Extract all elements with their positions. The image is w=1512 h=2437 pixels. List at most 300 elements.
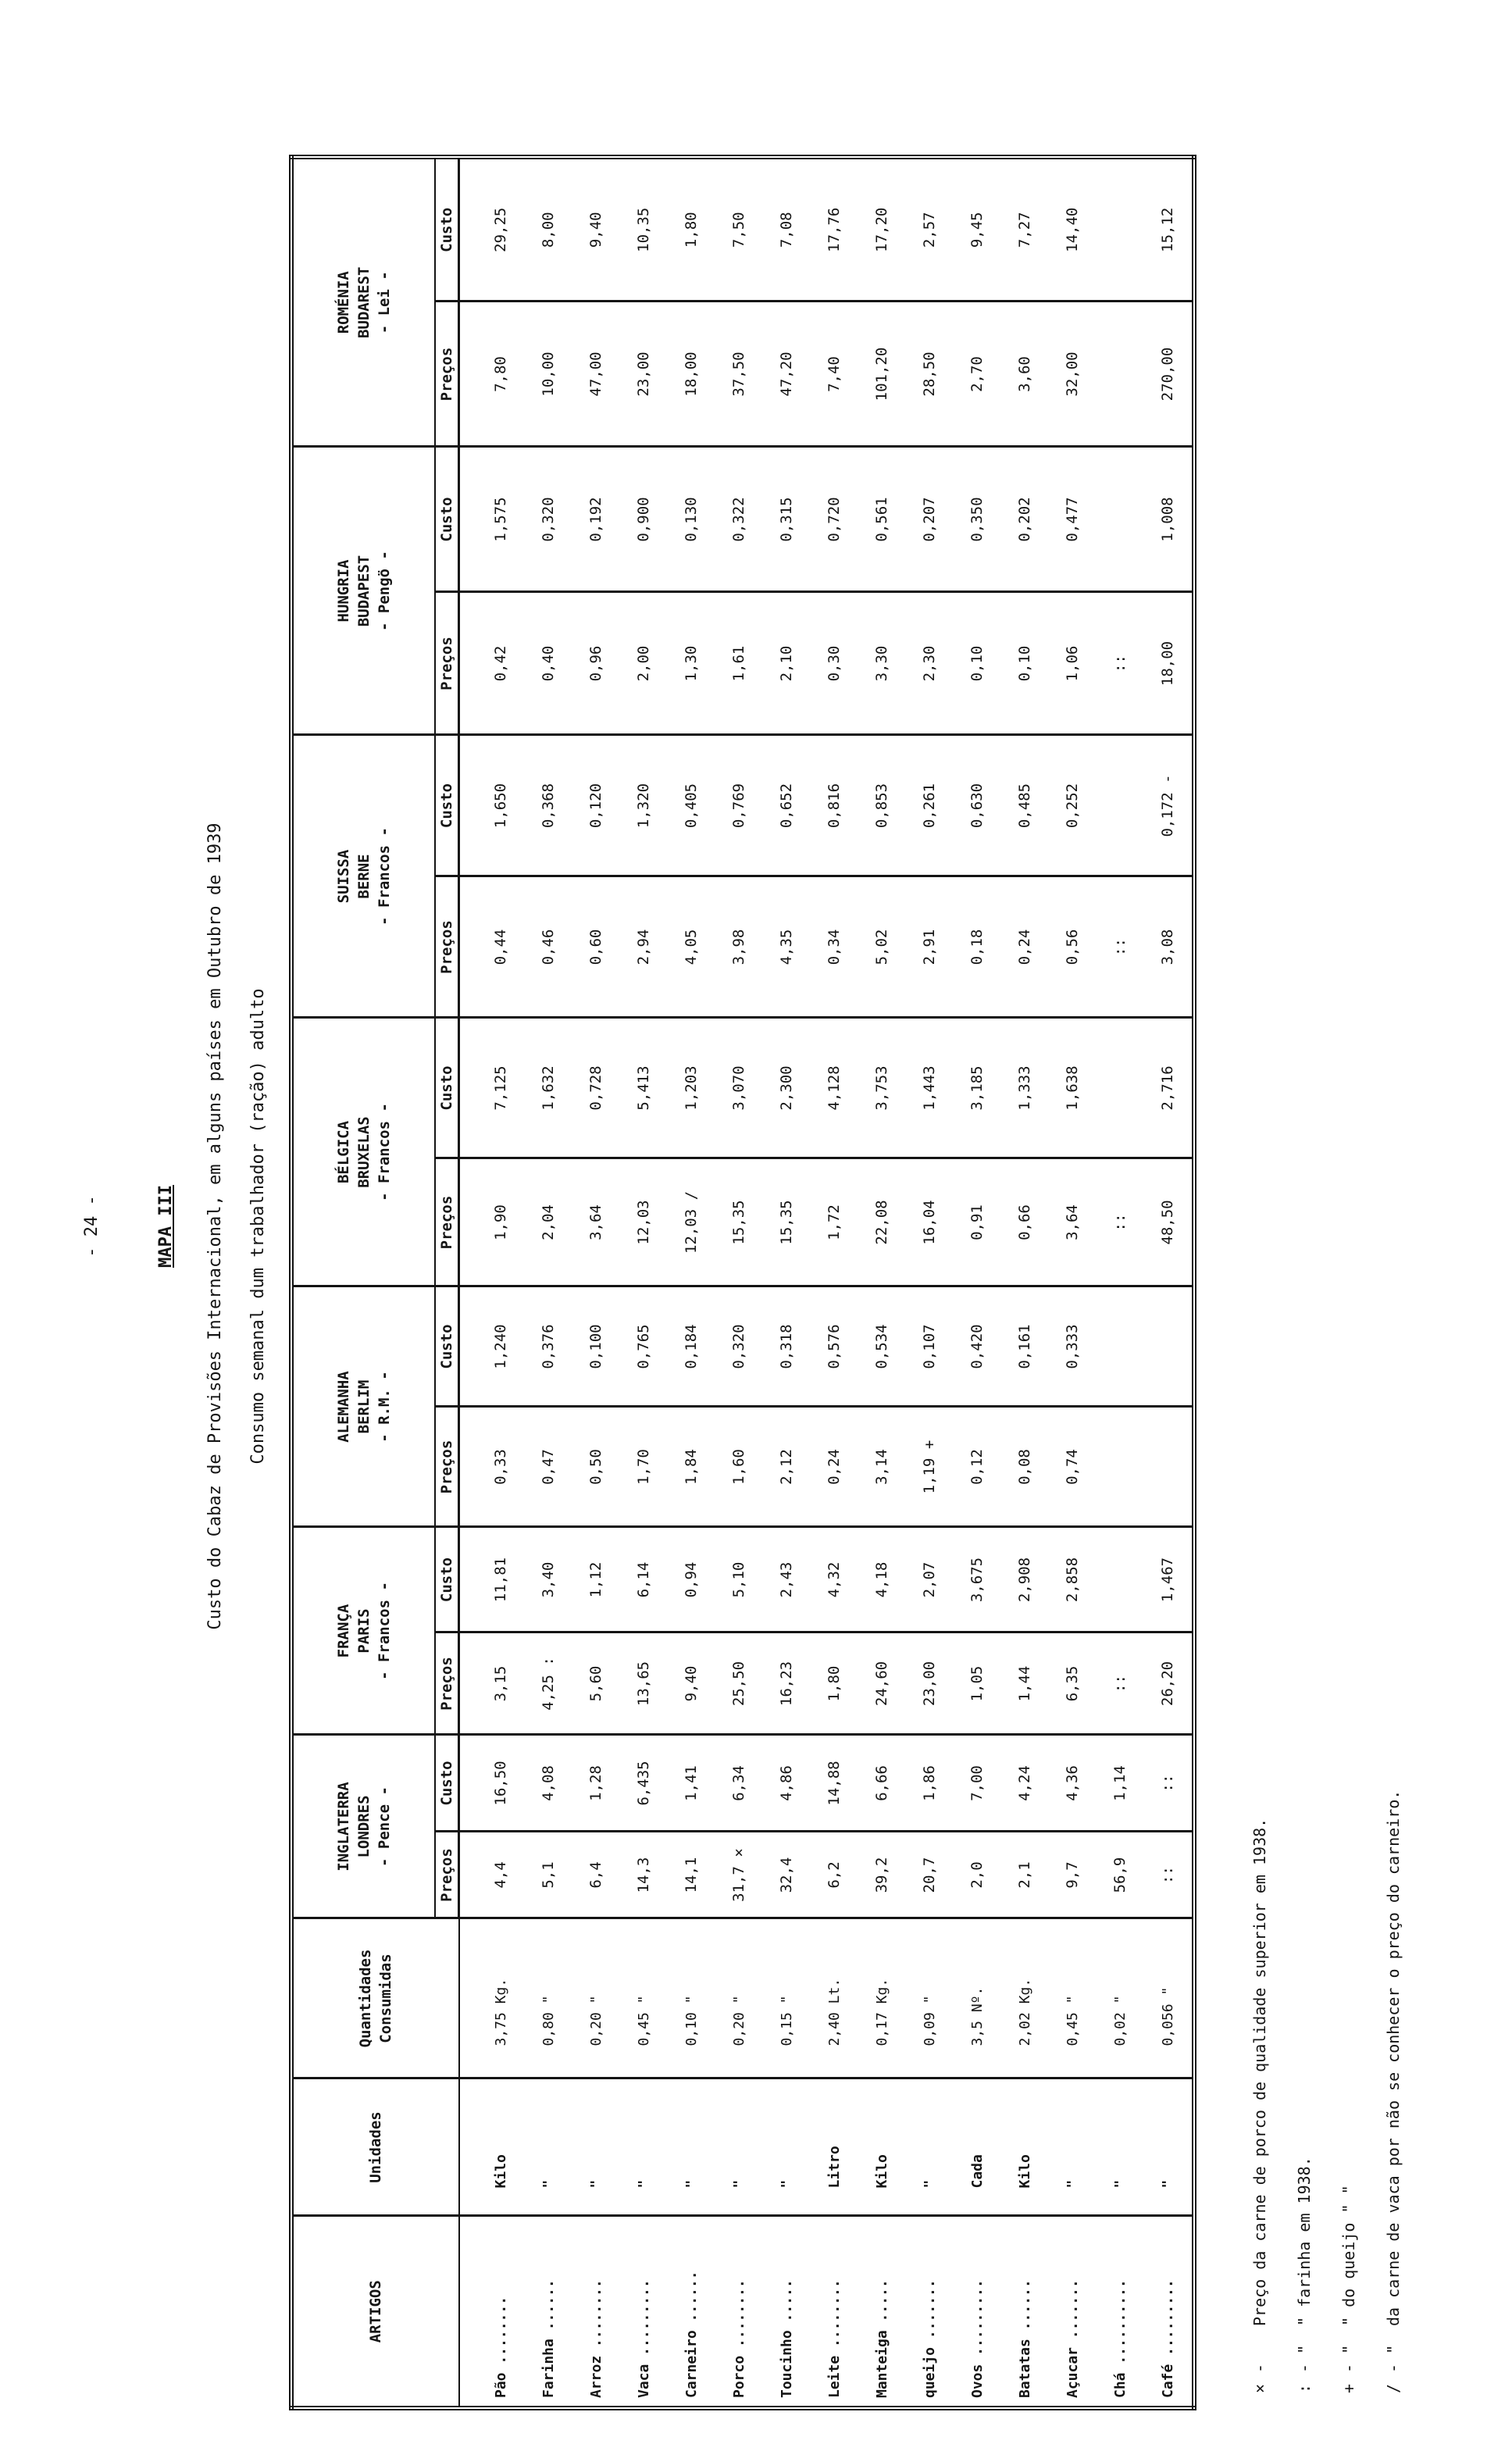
table-subtitle: Custo do Cabaz de Provisões Internacional, em alguns países em Outubro de 1939 (205, 822, 225, 1630)
preco-cell: 2,10 (763, 592, 811, 735)
table-row (1144, 157, 1194, 2408)
custo-cell: 2,908 (1001, 1527, 1049, 1632)
custo-cell (1097, 1018, 1144, 1158)
custo-cell: 0,94 (668, 1527, 715, 1632)
custo-cell: 0,769 (715, 735, 763, 876)
country-header (291, 1527, 435, 1735)
footnotes (1238, 909, 1416, 2393)
preco-cell: 0,74 (1049, 1407, 1097, 1527)
artigo-cell: Açucar ....... (1049, 2216, 1097, 2408)
preco-cell: 32,4 (763, 1832, 811, 1918)
custo-cell: 2,716 (1144, 1018, 1194, 1158)
preco-cell: :: (1097, 1632, 1144, 1735)
country-city: BUDAREST (355, 266, 373, 339)
quantidade-cell: 0,09 " (906, 1918, 954, 2078)
custo-cell: 1,240 (459, 1286, 526, 1407)
footnote-mark: - " (1384, 2344, 1403, 2373)
preco-cell: 3,64 (572, 1158, 620, 1286)
preco-cell: 16,04 (906, 1158, 954, 1286)
custo-cell: 0,315 (763, 447, 811, 592)
unidade-cell: " (525, 2078, 572, 2216)
preco-cell: 2,30 (906, 592, 954, 735)
country-city: LONDRES (355, 1795, 373, 1858)
preco-cell: 0,10 (1001, 592, 1049, 735)
preco-cell: 6,2 (811, 1832, 858, 1918)
custo-cell: 14,40 (1049, 157, 1097, 302)
custo-cell: 0,161 (1001, 1286, 1049, 1407)
footnote-symbol: × (1250, 2383, 1269, 2393)
custo-cell: 0,576 (811, 1286, 858, 1407)
preco-cell: 3,15 (459, 1632, 526, 1735)
preco-cell: 2,70 (954, 302, 1001, 447)
quantidade-cell: 3,75 Kg. (459, 1918, 526, 2078)
preco-cell: 1,72 (811, 1158, 858, 1286)
preco-cell: 0,18 (954, 876, 1001, 1018)
custo-cell: 3,675 (954, 1527, 1001, 1632)
preco-cell: 2,1 (1001, 1832, 1049, 1918)
custo-cell: 3,185 (954, 1018, 1001, 1158)
custo-cell: 0,252 (1049, 735, 1097, 876)
custo-cell: 0,630 (954, 735, 1001, 876)
quantidade-cell: 2,40 Lt. (811, 1918, 858, 2078)
artigo-cell: Leite ........ (811, 2216, 858, 2408)
custo-cell: 1,650 (459, 735, 526, 876)
custo-cell: 0,853 (858, 735, 906, 876)
artigo-cell: Toucinho ..... (763, 2216, 811, 2408)
artigo-cell: Arroz ........ (572, 2216, 620, 2408)
preco-cell: 4,25 : (525, 1632, 572, 1735)
unidade-cell: Litro (811, 2078, 858, 2216)
custo-cell: 0,184 (668, 1286, 715, 1407)
custo-cell: 2,07 (906, 1527, 954, 1632)
custo-cell: 1,12 (572, 1527, 620, 1632)
quantidade-cell: 0,80 " (525, 1918, 572, 2078)
preco-cell: 9,7 (1049, 1832, 1097, 1918)
preco-cell: 0,66 (1001, 1158, 1049, 1286)
custo-cell: 7,125 (459, 1018, 526, 1158)
custo-cell: 0,816 (811, 735, 858, 876)
preco-cell: 7,40 (811, 302, 858, 447)
custo-cell: 0,652 (763, 735, 811, 876)
table-row (763, 157, 811, 2408)
unidade-cell: " (1097, 2078, 1144, 2216)
country-currency: - Pengö - (376, 551, 393, 631)
artigo-cell: queijo ....... (906, 2216, 954, 2408)
custo-cell: 6,14 (620, 1527, 668, 1632)
custo-cell: 29,25 (459, 157, 526, 302)
custo-cell: 2,43 (763, 1527, 811, 1632)
preco-cell: 1,44 (1001, 1632, 1049, 1735)
artigo-cell: Porco ........ (715, 2216, 763, 2408)
preco-cell: 2,0 (954, 1832, 1001, 1918)
preco-cell: 20,7 (906, 1832, 954, 1918)
preco-cell: 3,30 (858, 592, 906, 735)
preco-cell: 0,56 (1049, 876, 1097, 1018)
preco-cell: 3,64 (1049, 1158, 1097, 1286)
artigo-cell: Chá .......... (1097, 2216, 1144, 2408)
preco-cell: 0,34 (811, 876, 858, 1018)
table-subtitle-2: Consumo semanal dum trabalhador (ração) adulto (248, 988, 268, 1465)
quantidade-cell: 0,10 " (668, 1918, 715, 2078)
custo-cell: 4,36 (1049, 1735, 1097, 1832)
preco-cell: 3,60 (1001, 302, 1049, 447)
custo-cell: 5,413 (620, 1018, 668, 1158)
preco-cell: 5,02 (858, 876, 906, 1018)
precos-header: Preços (435, 876, 459, 1018)
custo-cell: 6,435 (620, 1735, 668, 1832)
preco-cell: 14,1 (668, 1832, 715, 1918)
footnote-mark: - " (1295, 2344, 1314, 2373)
preco-cell: 15,35 (715, 1158, 763, 1286)
preco-cell: 4,05 (668, 876, 715, 1018)
table-body (459, 157, 1195, 2408)
custo-cell (1097, 447, 1144, 592)
custo-cell: 4,24 (1001, 1735, 1049, 1832)
preco-cell: 22,08 (858, 1158, 906, 1286)
table-row (858, 157, 906, 2408)
custo-cell: 5,10 (715, 1527, 763, 1632)
artigo-cell: Vaca ......... (620, 2216, 668, 2408)
quantidade-cell: 0,20 " (715, 1918, 763, 2078)
custo-cell: 7,00 (954, 1735, 1001, 1832)
footnote (1282, 909, 1327, 2393)
preco-cell: 10,00 (525, 302, 572, 447)
table-row (1001, 157, 1049, 2408)
custo-cell: 1,008 (1144, 447, 1194, 592)
country-header (291, 1018, 435, 1286)
table-row (459, 157, 526, 2408)
custo-header: Custo (435, 157, 459, 302)
custo-cell: 1,14 (1097, 1735, 1144, 1832)
preco-cell: 47,00 (572, 302, 620, 447)
custo-header: Custo (435, 1018, 459, 1158)
preco-cell: 18,00 (668, 302, 715, 447)
unidade-cell: Kilo (1001, 2078, 1049, 2216)
preco-cell: 0,42 (459, 592, 526, 735)
custo-cell: 7,50 (715, 157, 763, 302)
footnote-text: " do queijo " " (1339, 2185, 1358, 2326)
preco-cell: 1,05 (954, 1632, 1001, 1735)
table-row (620, 157, 668, 2408)
artigo-cell: Pão ........ (459, 2216, 526, 2408)
custo-cell: 9,40 (572, 157, 620, 302)
preco-cell: 0,33 (459, 1407, 526, 1527)
country-header (291, 1286, 435, 1527)
custo-cell: 0,172 - (1144, 735, 1194, 876)
preco-cell: 48,50 (1144, 1158, 1194, 1286)
unidade-cell: " (572, 2078, 620, 2216)
custo-cell: 1,638 (1049, 1018, 1097, 1158)
custo-cell: 1,575 (459, 447, 526, 592)
custo-cell: 17,20 (858, 157, 906, 302)
country-name: BÉLGICA (335, 1120, 352, 1184)
custo-cell: 11,81 (459, 1527, 526, 1632)
preco-cell: 13,65 (620, 1632, 668, 1735)
custo-cell: 0,320 (525, 447, 572, 592)
preco-cell: 0,08 (1001, 1407, 1049, 1527)
country-header-row (291, 157, 435, 2408)
custo-cell: :: (1144, 1735, 1194, 1832)
custo-cell: 2,57 (906, 157, 954, 302)
price-table (289, 155, 1196, 2410)
quantidade-cell: 0,20 " (572, 1918, 620, 2078)
custo-header: Custo (435, 1735, 459, 1832)
quantidades-label: Quantidades (357, 1949, 375, 2048)
artigo-cell: Carneiro ...... (668, 2216, 715, 2408)
country-currency: - Lei - (376, 271, 393, 334)
footnote-symbol: : (1295, 2383, 1314, 2393)
preco-cell: 3,98 (715, 876, 763, 1018)
table-row (715, 157, 763, 2408)
preco-cell: 1,61 (715, 592, 763, 735)
preco-cell: 24,60 (858, 1632, 906, 1735)
country-city: BERLIM (355, 1379, 373, 1434)
preco-cell: 15,35 (763, 1158, 811, 1286)
custo-cell: 4,86 (763, 1735, 811, 1832)
preco-cell: 0,10 (954, 592, 1001, 735)
preco-cell: 4,35 (763, 876, 811, 1018)
consumidas-label: Consumidas (377, 1954, 395, 2043)
custo-cell: 0,320 (715, 1286, 763, 1407)
custo-cell: 2,858 (1049, 1527, 1097, 1632)
country-name: ROMÉNIA (335, 271, 352, 334)
custo-cell: 10,35 (620, 157, 668, 302)
country-city: PARIS (355, 1608, 373, 1654)
custo-cell: 0,130 (668, 447, 715, 592)
preco-cell: 1,80 (811, 1632, 858, 1735)
preco-cell: 26,20 (1144, 1632, 1194, 1735)
preco-cell: 12,03 / (668, 1158, 715, 1286)
country-currency: - Francos - (376, 1582, 393, 1680)
preco-cell: 0,47 (525, 1407, 572, 1527)
custo-cell: 0,333 (1049, 1286, 1097, 1407)
custo-cell: 7,08 (763, 157, 811, 302)
page-number: - 24 - (82, 1195, 102, 1258)
custo-cell: 15,12 (1144, 157, 1194, 302)
preco-cell (1097, 302, 1144, 447)
preco-cell: 23,00 (906, 1632, 954, 1735)
custo-cell: 1,467 (1144, 1527, 1194, 1632)
precos-header: Preços (435, 302, 459, 447)
quantidade-cell: 2,02 Kg. (1001, 1918, 1049, 2078)
preco-cell: 39,2 (858, 1832, 906, 1918)
quantidade-cell: 0,056 " (1144, 1918, 1194, 2078)
custo-cell: 6,34 (715, 1735, 763, 1832)
table-row (1097, 157, 1144, 2408)
precos-header: Preços (435, 1407, 459, 1527)
quantidade-cell: 3,5 Nº. (954, 1918, 1001, 2078)
preco-cell: :: (1097, 1158, 1144, 1286)
custo-cell: 0,107 (906, 1286, 954, 1407)
custo-cell: 1,203 (668, 1018, 715, 1158)
table-row (954, 157, 1001, 2408)
artigo-cell: Manteiga ..... (858, 2216, 906, 2408)
preco-cell: 23,00 (620, 302, 668, 447)
footnote-text: " farinha em 1938. (1295, 2157, 1314, 2326)
preco-cell: 0,30 (811, 592, 858, 735)
precos-header: Preços (435, 1632, 459, 1735)
unidade-cell: " (715, 2078, 763, 2216)
custo-cell: 14,88 (811, 1735, 858, 1832)
preco-cell: :: (1097, 592, 1144, 735)
custo-cell: 1,632 (525, 1018, 572, 1158)
table-row (811, 157, 858, 2408)
custo-cell: 0,485 (1001, 735, 1049, 876)
quantidade-cell: 0,45 " (1049, 1918, 1097, 2078)
preco-cell: 16,23 (763, 1632, 811, 1735)
preco-cell (1144, 1407, 1194, 1527)
table-row (1049, 157, 1097, 2408)
preco-cell: 37,50 (715, 302, 763, 447)
custo-cell: 1,28 (572, 1735, 620, 1832)
country-currency: - Francos - (376, 827, 393, 926)
custo-cell: 0,720 (811, 447, 858, 592)
country-name: HUNGRIA (335, 559, 352, 623)
custo-cell: 4,18 (858, 1527, 906, 1632)
unidade-cell: " (906, 2078, 954, 2216)
preco-cell: 18,00 (1144, 592, 1194, 735)
preco-cell: 12,03 (620, 1158, 668, 1286)
custo-cell: 0,318 (763, 1286, 811, 1407)
preco-cell: 270,00 (1144, 302, 1194, 447)
preco-cell: 101,20 (858, 302, 906, 447)
unidade-cell: " (668, 2078, 715, 2216)
artigo-cell: Batatas ...... (1001, 2216, 1049, 2408)
preco-cell: 1,84 (668, 1407, 715, 1527)
custo-cell: 1,443 (906, 1018, 954, 1158)
preco-cell: 6,35 (1049, 1632, 1097, 1735)
footnote-mark: - " (1339, 2344, 1358, 2373)
preco-cell: 1,06 (1049, 592, 1097, 735)
preco-cell: 0,60 (572, 876, 620, 1018)
country-currency: - Pence - (376, 1786, 393, 1867)
preco-cell: 1,60 (715, 1407, 763, 1527)
custo-header: Custo (435, 1286, 459, 1407)
custo-cell: 4,08 (525, 1735, 572, 1832)
custo-cell: 0,100 (572, 1286, 620, 1407)
custo-cell: 0,202 (1001, 447, 1049, 592)
precos-header: Preços (435, 1158, 459, 1286)
preco-cell: 0,46 (525, 876, 572, 1018)
unidades-header: Unidades (291, 2078, 459, 2216)
custo-cell: 0,376 (525, 1286, 572, 1407)
country-city: BERNE (355, 854, 373, 899)
preco-cell: 14,3 (620, 1832, 668, 1918)
country-name: INGLATERRA (335, 1782, 352, 1871)
map-title: MAPA III (156, 1185, 176, 1268)
custo-cell: 0,120 (572, 735, 620, 876)
preco-cell: 5,1 (525, 1832, 572, 1918)
footnote-text: da carne de vaca por não se conhecer o preço do carneiro. (1384, 1789, 1403, 2326)
unidade-cell: " (763, 2078, 811, 2216)
custo-cell: 4,128 (811, 1018, 858, 1158)
preco-cell: 3,14 (858, 1407, 906, 1527)
preco-cell: 25,50 (715, 1632, 763, 1735)
unidade-cell: Kilo (858, 2078, 906, 2216)
custo-cell: 0,477 (1049, 447, 1097, 592)
country-city: BUDAPEST (355, 555, 373, 627)
custo-cell: 0,405 (668, 735, 715, 876)
custo-cell: 6,66 (858, 1735, 906, 1832)
preco-cell: 1,70 (620, 1407, 668, 1527)
country-header (291, 1735, 435, 1918)
custo-cell: 0,322 (715, 447, 763, 592)
custo-cell: 0,420 (954, 1286, 1001, 1407)
footnote (1238, 909, 1282, 2393)
country-currency: - Francos - (376, 1103, 393, 1201)
custo-cell: 1,80 (668, 157, 715, 302)
custo-cell: 0,261 (906, 735, 954, 876)
unidade-cell: " (1144, 2078, 1194, 2216)
preco-cell: 1,19 + (906, 1407, 954, 1527)
preco-cell: 28,50 (906, 302, 954, 447)
custo-header: Custo (435, 1527, 459, 1632)
artigo-cell: Ovos ......... (954, 2216, 1001, 2408)
table-row (525, 157, 572, 2408)
custo-cell: 3,753 (858, 1018, 906, 1158)
preco-cell: 6,4 (572, 1832, 620, 1918)
quantidade-cell: 0,02 " (1097, 1918, 1144, 2078)
preco-cell: 0,12 (954, 1407, 1001, 1527)
custo-cell: 3,40 (525, 1527, 572, 1632)
country-name: FRANÇA (335, 1604, 352, 1658)
preco-cell: 3,08 (1144, 876, 1194, 1018)
preco-cell: 2,94 (620, 876, 668, 1018)
custo-cell (1144, 1286, 1194, 1407)
preco-cell: 47,20 (763, 302, 811, 447)
quantidade-cell: 0,17 Kg. (858, 1918, 906, 2078)
custo-cell: 0,728 (572, 1018, 620, 1158)
table-row (668, 157, 715, 2408)
preco-cell: 1,90 (459, 1158, 526, 1286)
preco-cell: 0,40 (525, 592, 572, 735)
artigo-cell: Farinha ...... (525, 2216, 572, 2408)
custo-cell (1097, 1286, 1144, 1407)
table-row (906, 157, 954, 2408)
country-currency: - R.M. - (376, 1371, 393, 1443)
custo-header: Custo (435, 735, 459, 876)
country-header (291, 735, 435, 1018)
preco-cell: 7,80 (459, 302, 526, 447)
custo-cell (1097, 735, 1144, 876)
preco-cell: 2,12 (763, 1407, 811, 1527)
quantidades-header (291, 1918, 459, 2078)
footnote-symbol: + (1339, 2383, 1358, 2393)
unidade-cell: " (1049, 2078, 1097, 2216)
custo-cell: 2,300 (763, 1018, 811, 1158)
custo-cell: 1,333 (1001, 1018, 1049, 1158)
precos-header: Preços (435, 592, 459, 735)
custo-cell: 9,45 (954, 157, 1001, 302)
custo-cell: 3,070 (715, 1018, 763, 1158)
preco-cell: 4,4 (459, 1832, 526, 1918)
preco-cell: 2,91 (906, 876, 954, 1018)
custo-cell: 16,50 (459, 1735, 526, 1832)
custo-cell: 0,900 (620, 447, 668, 592)
preco-cell: 32,00 (1049, 302, 1097, 447)
custo-cell (1097, 1527, 1144, 1632)
custo-cell: 1,41 (668, 1735, 715, 1832)
country-city: BRUXELAS (355, 1116, 373, 1188)
footnote (1371, 909, 1416, 2393)
preco-cell: 0,24 (1001, 876, 1049, 1018)
preco-cell: 0,44 (459, 876, 526, 1018)
custo-cell: 0,192 (572, 447, 620, 592)
country-name: ALEMANHA (335, 1371, 352, 1443)
custo-cell: 1,320 (620, 735, 668, 876)
unidade-cell: Cada (954, 2078, 1001, 2216)
custo-cell: 1,86 (906, 1735, 954, 1832)
